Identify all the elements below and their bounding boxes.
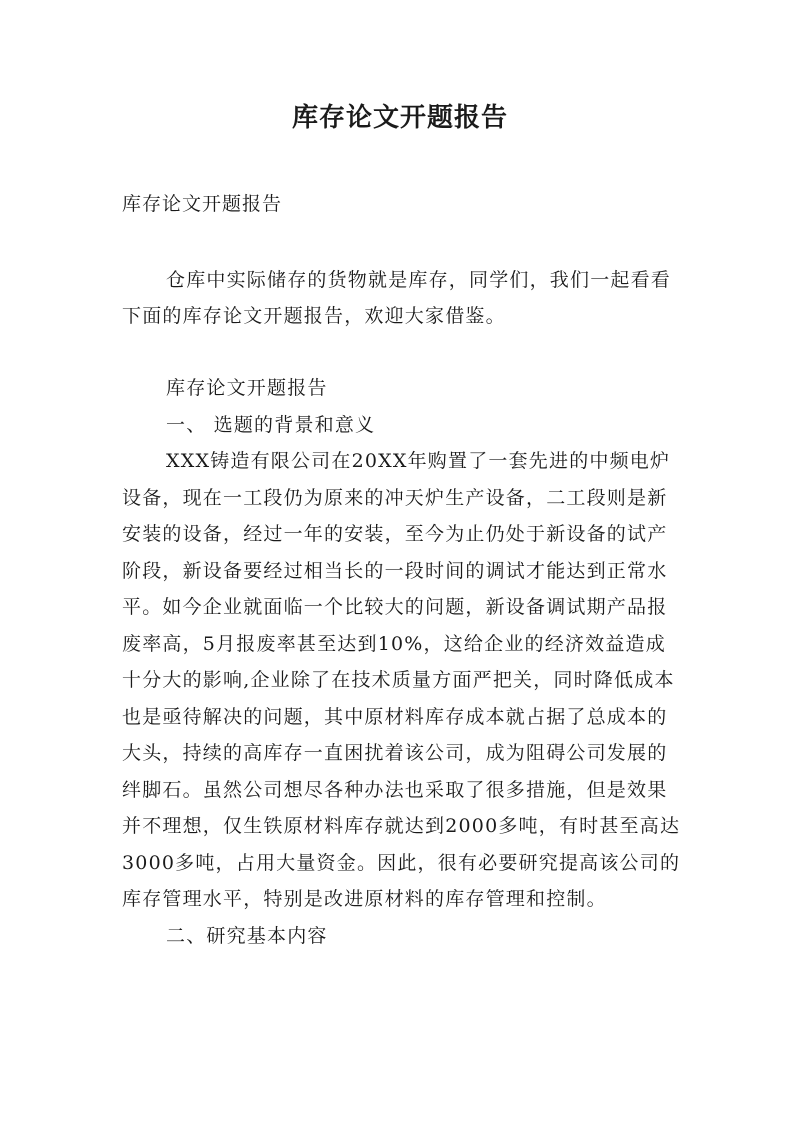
heading-research-content: 二、研究基本内容	[166, 924, 328, 947]
document-subtitle: 库存论文开题报告	[122, 193, 283, 215]
intro-paragraph: 仓库中实际储存的货物就是库存，同学们，我们一起看看下面的库存论文开题报告，欢迎大家借鉴。	[122, 269, 672, 327]
background-paragraph: XXX铸造有限公司在20XX年购置了一套先进的中频电炉设备，现在一工段仍为原来的冲天炉生产设备，二工段则是新安装的设备，经过一年的安装，至今为止仍处于新设备的试产阶段，新设备要经过相当长的一段时间的调试才能达到正常水平。如今企业就面临一个比较大的问题，新设备调试期产品报废率高，5月报废率甚至达到10%，这给企业的经济效益造成十分大的影响,企业除了在技术质量方面严把关，同时降低成本也是亟待解决的问题，其中原材料库存成本就占据了总成本的大头，持续的高库存一直困扰着该公司，成为阻碍公司发展的绊脚石。虽然公司想尽各种办法也采取了很多措施，但是效果并不理想，仅生铁原材料库存就达到2000多吨，有时甚至高达3000多吨，占用大量资金。因此，很有必要研究提高该公司的库存管理水平，特别是改进原材料的库存管理和控制。	[122, 450, 681, 910]
heading-background: 一、 选题的背景和意义	[166, 413, 376, 436]
section-title: 库存论文开题报告	[166, 377, 328, 399]
report-body	[122, 370, 682, 954]
document-title: 库存论文开题报告	[291, 103, 508, 133]
